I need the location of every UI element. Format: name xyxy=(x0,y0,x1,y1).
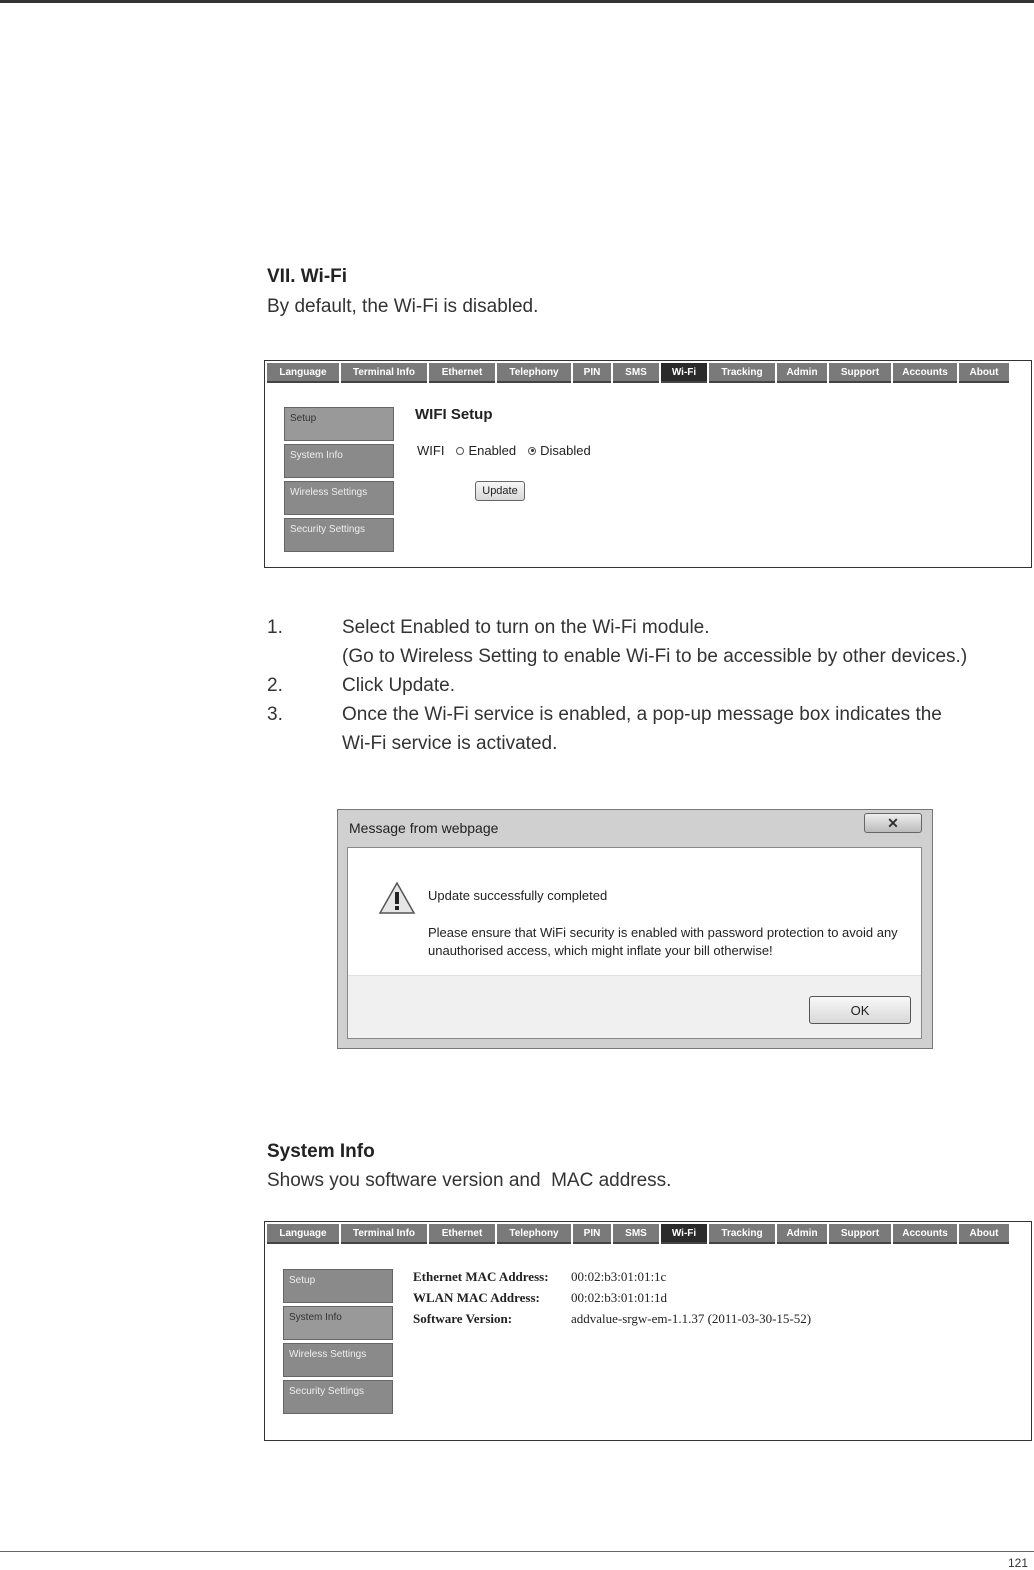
dialog-message-title: Update successfully completed xyxy=(428,888,608,903)
radio-disabled[interactable] xyxy=(528,447,536,455)
tab-about[interactable]: About xyxy=(959,1224,1009,1244)
step-3-line-1: Once the Wi-Fi service is enabled, a pop-up message box indicates the xyxy=(342,704,942,725)
nav-tabs xyxy=(267,363,1029,383)
tab-tracking[interactable]: Tracking xyxy=(709,363,775,383)
tab-accounts[interactable]: Accounts xyxy=(893,1224,957,1244)
tab-language[interactable]: Language xyxy=(267,363,339,383)
wifi-setup-screenshot xyxy=(264,360,1032,568)
tab-ethernet[interactable]: Ethernet xyxy=(429,363,495,383)
step-1-line-2: (Go to Wireless Setting to enable Wi-Fi to be accessible by other devices.) xyxy=(342,646,968,667)
wlan-mac-label: WLAN MAC Address: xyxy=(413,1290,540,1305)
tab-ethernet[interactable]: Ethernet xyxy=(429,1224,495,1244)
sidebar-item-system-info[interactable]: System Info xyxy=(284,444,394,478)
dialog-message-body: Please ensure that WiFi security is enabled with password protection to avoid any unauthorised access, which might inflate your bill otherwise! xyxy=(428,925,898,958)
tab-tracking[interactable]: Tracking xyxy=(709,1224,775,1244)
section-heading-system-info: System Info xyxy=(267,1141,375,1162)
dialog-body xyxy=(347,847,922,1039)
tab-sms[interactable]: SMS xyxy=(613,1224,659,1244)
tab-pin[interactable]: PIN xyxy=(573,363,611,383)
software-version-label: Software Version: xyxy=(413,1311,513,1326)
tab-terminal-info[interactable]: Terminal Info xyxy=(341,1224,427,1244)
sidebar xyxy=(284,407,394,555)
step-2-line-1: Click Update. xyxy=(342,675,455,696)
sidebar-item-setup[interactable]: Setup xyxy=(284,407,394,441)
sidebar-item-setup[interactable]: Setup xyxy=(283,1269,393,1303)
sidebar-item-system-info[interactable]: System Info xyxy=(283,1306,393,1340)
tab-telephony[interactable]: Telephony xyxy=(497,363,571,383)
sidebar-item-wireless-settings[interactable]: Wireless Settings xyxy=(284,481,394,515)
nav-tabs-2 xyxy=(267,1224,1029,1244)
wifi-radio-group xyxy=(417,443,591,458)
section-intro-system-info: Shows you software version and MAC address. xyxy=(267,1170,672,1191)
tab-accounts[interactable]: Accounts xyxy=(893,363,957,383)
radio-enabled-label: Enabled xyxy=(468,443,517,458)
page-number: 121 xyxy=(1007,1556,1028,1570)
tab-language[interactable]: Language xyxy=(267,1224,339,1244)
tab-terminal-info[interactable]: Terminal Info xyxy=(341,363,427,383)
sidebar-item-security-settings[interactable]: Security Settings xyxy=(283,1380,393,1414)
tab-admin[interactable]: Admin xyxy=(777,1224,827,1244)
sidebar-2 xyxy=(283,1269,393,1417)
sidebar-item-wireless-settings[interactable]: Wireless Settings xyxy=(283,1343,393,1377)
tab-admin[interactable]: Admin xyxy=(777,363,827,383)
wifi-setup-title: WIFI Setup xyxy=(415,406,493,423)
tab-pin[interactable]: PIN xyxy=(573,1224,611,1244)
radio-disabled-label: Disabled xyxy=(540,443,591,458)
software-version-value: addvalue-srgw-em-1.1.37 (2011-03-30-15-52) xyxy=(571,1311,812,1326)
top-rule xyxy=(0,0,1034,3)
tab-support[interactable]: Support xyxy=(829,1224,891,1244)
tab-wifi[interactable]: Wi-Fi xyxy=(661,363,707,383)
step-1-number: 1. xyxy=(267,617,283,638)
warning-icon xyxy=(378,881,416,915)
message-dialog xyxy=(337,809,933,1049)
ethernet-mac-label: Ethernet MAC Address: xyxy=(413,1269,549,1284)
tab-telephony[interactable]: Telephony xyxy=(497,1224,571,1244)
tab-wifi[interactable]: Wi-Fi xyxy=(661,1224,707,1244)
update-button[interactable]: Update xyxy=(475,481,525,501)
tab-sms[interactable]: SMS xyxy=(613,363,659,383)
tab-support[interactable]: Support xyxy=(829,363,891,383)
wlan-mac-value: 00:02:b3:01:01:1d xyxy=(571,1290,668,1305)
step-3-line-2: Wi-Fi service is activated. xyxy=(342,733,558,754)
step-3-number: 3. xyxy=(267,704,283,725)
section-intro-wifi: By default, the Wi-Fi is disabled. xyxy=(267,296,539,317)
radio-enabled[interactable] xyxy=(456,447,464,455)
section-heading-wifi: VII. Wi-Fi xyxy=(267,266,348,287)
step-1-line-1: Select Enabled to turn on the Wi-Fi module. xyxy=(342,617,710,638)
dialog-title: Message from webpage xyxy=(349,820,499,836)
ethernet-mac-value: 00:02:b3:01:01:1c xyxy=(571,1269,667,1284)
wifi-label: WIFI xyxy=(417,443,445,458)
tab-about[interactable]: About xyxy=(959,363,1009,383)
step-2-number: 2. xyxy=(267,675,283,696)
system-info-screenshot xyxy=(264,1221,1032,1441)
dialog-footer xyxy=(348,975,921,1038)
sidebar-item-security-settings[interactable]: Security Settings xyxy=(284,518,394,552)
bottom-rule xyxy=(0,1551,1034,1552)
ok-button[interactable]: OK xyxy=(809,996,911,1024)
close-icon[interactable]: ✕ xyxy=(864,813,922,833)
